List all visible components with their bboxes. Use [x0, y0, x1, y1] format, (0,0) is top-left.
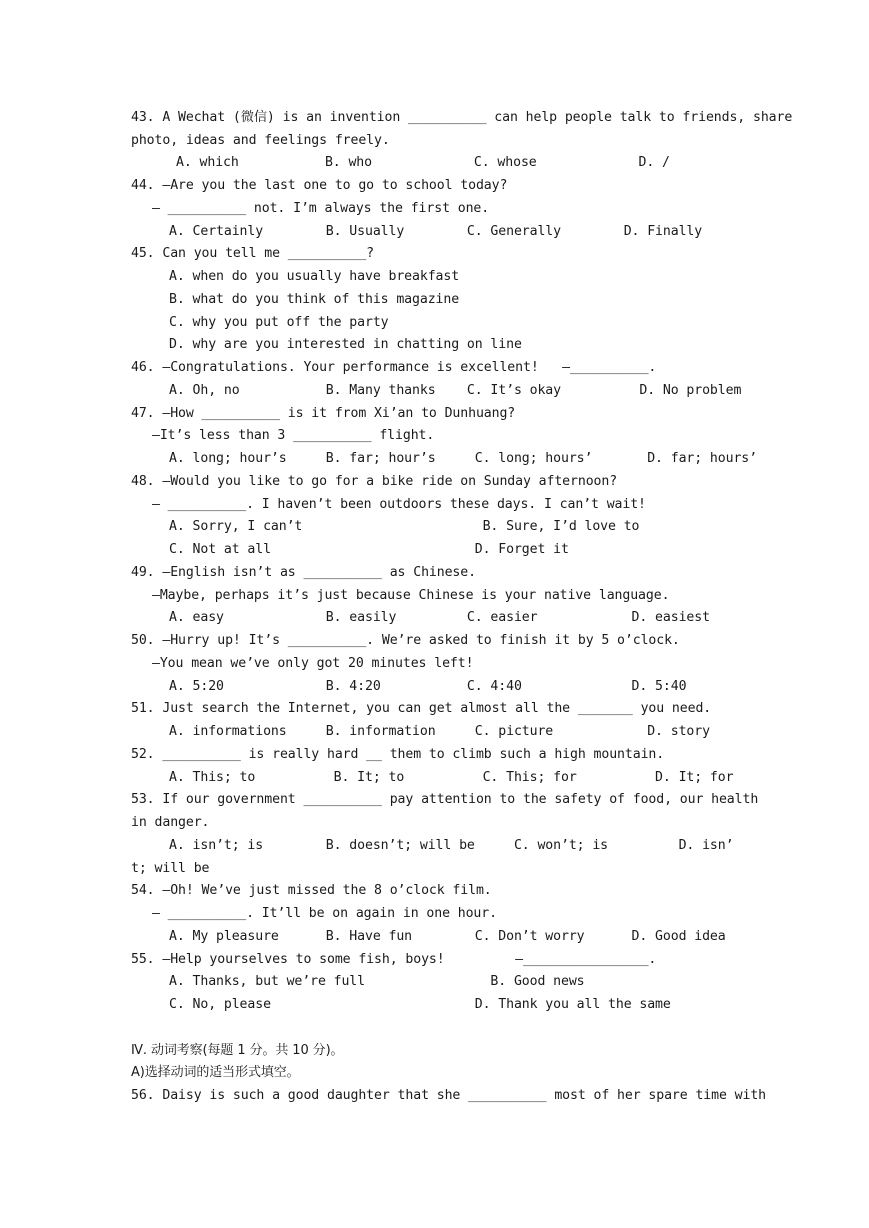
q54-reply: — __________. It’ll be on again in one hour.: [152, 906, 497, 921]
q54-options: A. My pleasure B. Have fun C. Don’t worry D. Good idea: [169, 929, 726, 944]
q55-stem: 55. —Help yourselves to some fish, boys! —________________.: [131, 952, 657, 967]
q55-options-ab: A. Thanks, but we’re full B. Good news: [169, 974, 585, 989]
q47-stem: 47. —How __________ is it from Xi’an to Dunhuang?: [131, 406, 516, 421]
q53-stem: 53. If our government __________ pay attention to the safety of food, our health: [131, 792, 759, 807]
q52-stem: 52. __________ is really hard __ them to climb such a high mountain.: [131, 747, 665, 762]
q49-options: A. easy B. easily C. easier D. easiest: [169, 610, 710, 625]
q43-stem-cont: photo, ideas and feelings freely.: [131, 133, 390, 148]
section-a-instruction: A)选择动词的适当形式填空。: [131, 1065, 300, 1080]
q49-reply: —Maybe, perhaps it’s just because Chinese is your native language.: [152, 588, 670, 603]
q55-options-cd: C. No, please D. Thank you all the same: [169, 997, 671, 1012]
q45-option-a: A. when do you usually have breakfast: [169, 269, 460, 284]
q43-options: A. which B. who C. whose D. /: [176, 155, 670, 170]
q53-stem-cont: in danger.: [131, 815, 210, 830]
q44-reply: — __________ not. I’m always the first one.: [152, 201, 490, 216]
q48-options-ab: A. Sorry, I can’t B. Sure, I’d love to: [169, 519, 640, 534]
q46-stem: 46. —Congratulations. Your performance is excellent! —__________.: [131, 360, 657, 375]
q49-stem: 49. —English isn’t as __________ as Chinese.: [131, 565, 476, 580]
q45-stem: 45. Can you tell me __________?: [131, 246, 375, 261]
q53-options-cont: t; will be: [131, 861, 210, 876]
q45-option-c: C. why you put off the party: [169, 315, 389, 330]
q56-stem: 56. Daisy is such a good daughter that she __________ most of her spare time with: [131, 1088, 767, 1103]
q47-reply: —It’s less than 3 __________ flight.: [152, 428, 435, 443]
q45-option-d: D. why are you interested in chatting on line: [169, 337, 522, 352]
q50-stem: 50. —Hurry up! It’s __________. We’re asked to finish it by 5 o’clock.: [131, 633, 680, 648]
q54-stem: 54. —Oh! We’ve just missed the 8 o’clock film.: [131, 883, 492, 898]
q45-option-b: B. what do you think of this magazine: [169, 292, 460, 307]
q50-reply: —You mean we’ve only got 20 minutes left!: [152, 656, 474, 671]
q52-options: A. This; to B. It; to C. This; for D. It; for: [169, 770, 734, 785]
q44-options: A. Certainly B. Usually C. Generally D. Finally: [169, 224, 703, 239]
q44-stem: 44. —Are you the last one to go to school today?: [131, 178, 508, 193]
q48-stem: 48. —Would you like to go for a bike ride on Sunday afternoon?: [131, 474, 618, 489]
q51-stem: 51. Just search the Internet, you can get almost all the _______ you need.: [131, 701, 712, 716]
q48-options-cd: C. Not at all D. Forget it: [169, 542, 569, 557]
q47-options: A. long; hour’s B. far; hour’s C. long; hours’ D. far; hours’: [169, 451, 757, 466]
section-iv-heading: Ⅳ. 动词考察(每题 1 分。共 10 分)。: [131, 1043, 344, 1058]
q51-options: A. informations B. information C. picture D. story: [169, 724, 710, 739]
q53-options: A. isn’t; is B. doesn’t; will be C. won’t; is D. isn’: [169, 838, 734, 853]
q46-options: A. Oh, no B. Many thanks C. It’s okay D. No problem: [169, 383, 742, 398]
q43-stem: 43. A Wechat (微信) is an invention __________ can help people talk to friends, share: [131, 110, 793, 125]
q48-reply: — __________. I haven’t been outdoors these days. I can’t wait!: [152, 497, 646, 512]
q50-options: A. 5:20 B. 4:20 C. 4:40 D. 5:40: [169, 679, 687, 694]
